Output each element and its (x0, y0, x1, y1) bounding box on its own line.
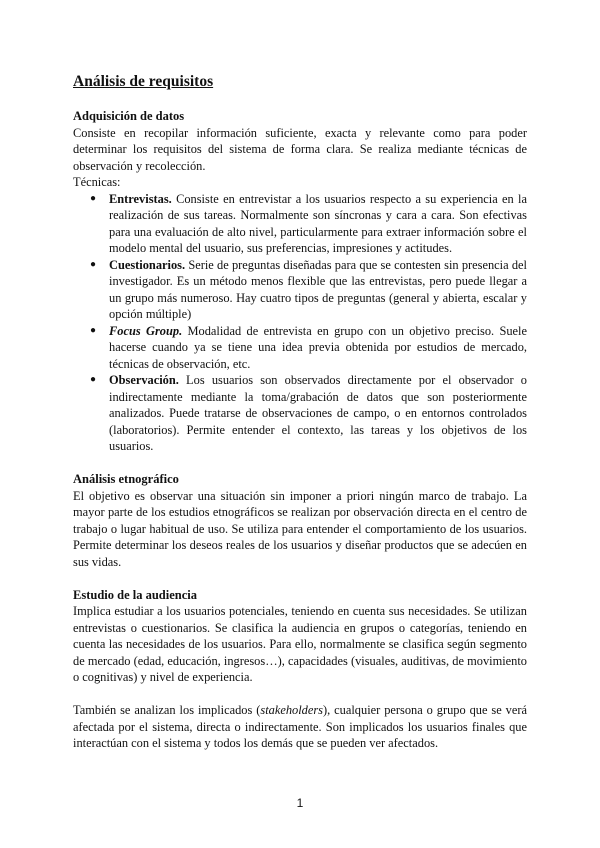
list-item-text: Consiste en entrevistar a los usuarios respecto a su experiencia en la realización de sus tareas. Normalmente son síncronas y cara a cara. Son efectivas para una evaluación de alto nivel, particularmente para extraer información sobre el modelo mental del usuario, sus preferencias, impresiones y actitudes. (109, 191, 527, 255)
adquisicion-intro: Consiste en recopilar información suficiente, exacta y relevante como para poder determinar los requisitos del sistema de forma clara. Se realiza mediante técnicas de observación y recolección. (73, 125, 527, 173)
bullet-icon: ● (90, 192, 97, 204)
tecnicas-label: Técnicas: (73, 175, 121, 189)
list-item (90, 372, 527, 455)
list-item-term: Entrevistas. (109, 191, 172, 206)
page-title: Análisis de requisitos (73, 73, 214, 90)
list-item-term: Cuestionarios. (109, 257, 186, 272)
bullet-icon: ● (90, 258, 97, 270)
audiencia-stakeholders-text: También se analizan los implicados (stakeholders), cualquier persona o grupo que se verá afectada por el sistema, directa o indirectamente. Son implicados los usuarios finales que interactúan con el sistema y todos los demás que se pueden ver afectados. (73, 703, 528, 750)
list-item-text: Serie de preguntas diseñadas para que se contesten sin presencia del investigador. Es un método menos flexible que las entrevistas, pero puede llegar a un grupo más numeroso. Hay cuatro tipos de preguntas (general y abierta, escalar y opción múltiple) (109, 257, 527, 321)
audiencia-text: Implica estudiar a los usuarios potenciales, teniendo en cuenta sus necesidades. Se utilizan entrevistas o cuestionarios. Se clasifica la audiencia en grupos o categorías, teniendo en cuenta las necesidades de los usuarios. Para ello, normalmente se clasifica según segmento de mercado (edad, educación, ingresos…), capacidades (visuales, auditivas, de movimiento o cognitivas) y nivel de experiencia. (73, 604, 527, 684)
bullet-icon: ● (90, 324, 97, 336)
tecnicas-list (73, 191, 527, 455)
list-item (90, 191, 527, 257)
list-item (90, 323, 528, 373)
section-heading-adquisicion: Adquisición de datos (73, 109, 185, 123)
list-item-term: Focus Group. (109, 323, 183, 338)
list-item-term: Observación. (109, 373, 179, 387)
list-item-text: Modalidad de entrevista en grupo con un objetivo preciso. Suele hacerse cuando ya se tiene una idea previa obtenida por estudios de mercado, técnicas de observación, etc. (109, 323, 528, 371)
etnografico-text: El objetivo es observar una situación sin imponer a priori ningún marco de trabajo. La mayor parte de los estudios etnográficos se realizan por observación directa en el centro de trabajo o lugar habitual de uso. Se utiliza para entender el comportamiento de los usuarios. Permite determinar los deseos reales de los usuarios y diseñar productos que se adecúen en sus vidas. (73, 488, 527, 569)
bullet-icon: ● (90, 374, 97, 385)
stakeholders-term: stakeholders (260, 703, 324, 717)
document-page (73, 72, 527, 752)
list-item-text: Los usuarios son observados directamente por el observador o indirectamente mediante la toma/grabación de datos que son posteriormente analizados. Puede tratarse de observaciones de campo, o en entornos controlados (laboratorios). Permite entender el contexto, las tareas y los objetivos de los usuarios. (109, 373, 527, 453)
section-heading-etnografico: Análisis etnográfico (73, 472, 179, 486)
page-number: 1 (296, 796, 304, 810)
section-heading-audiencia: Estudio de la audiencia (73, 587, 197, 602)
list-item (90, 257, 527, 323)
